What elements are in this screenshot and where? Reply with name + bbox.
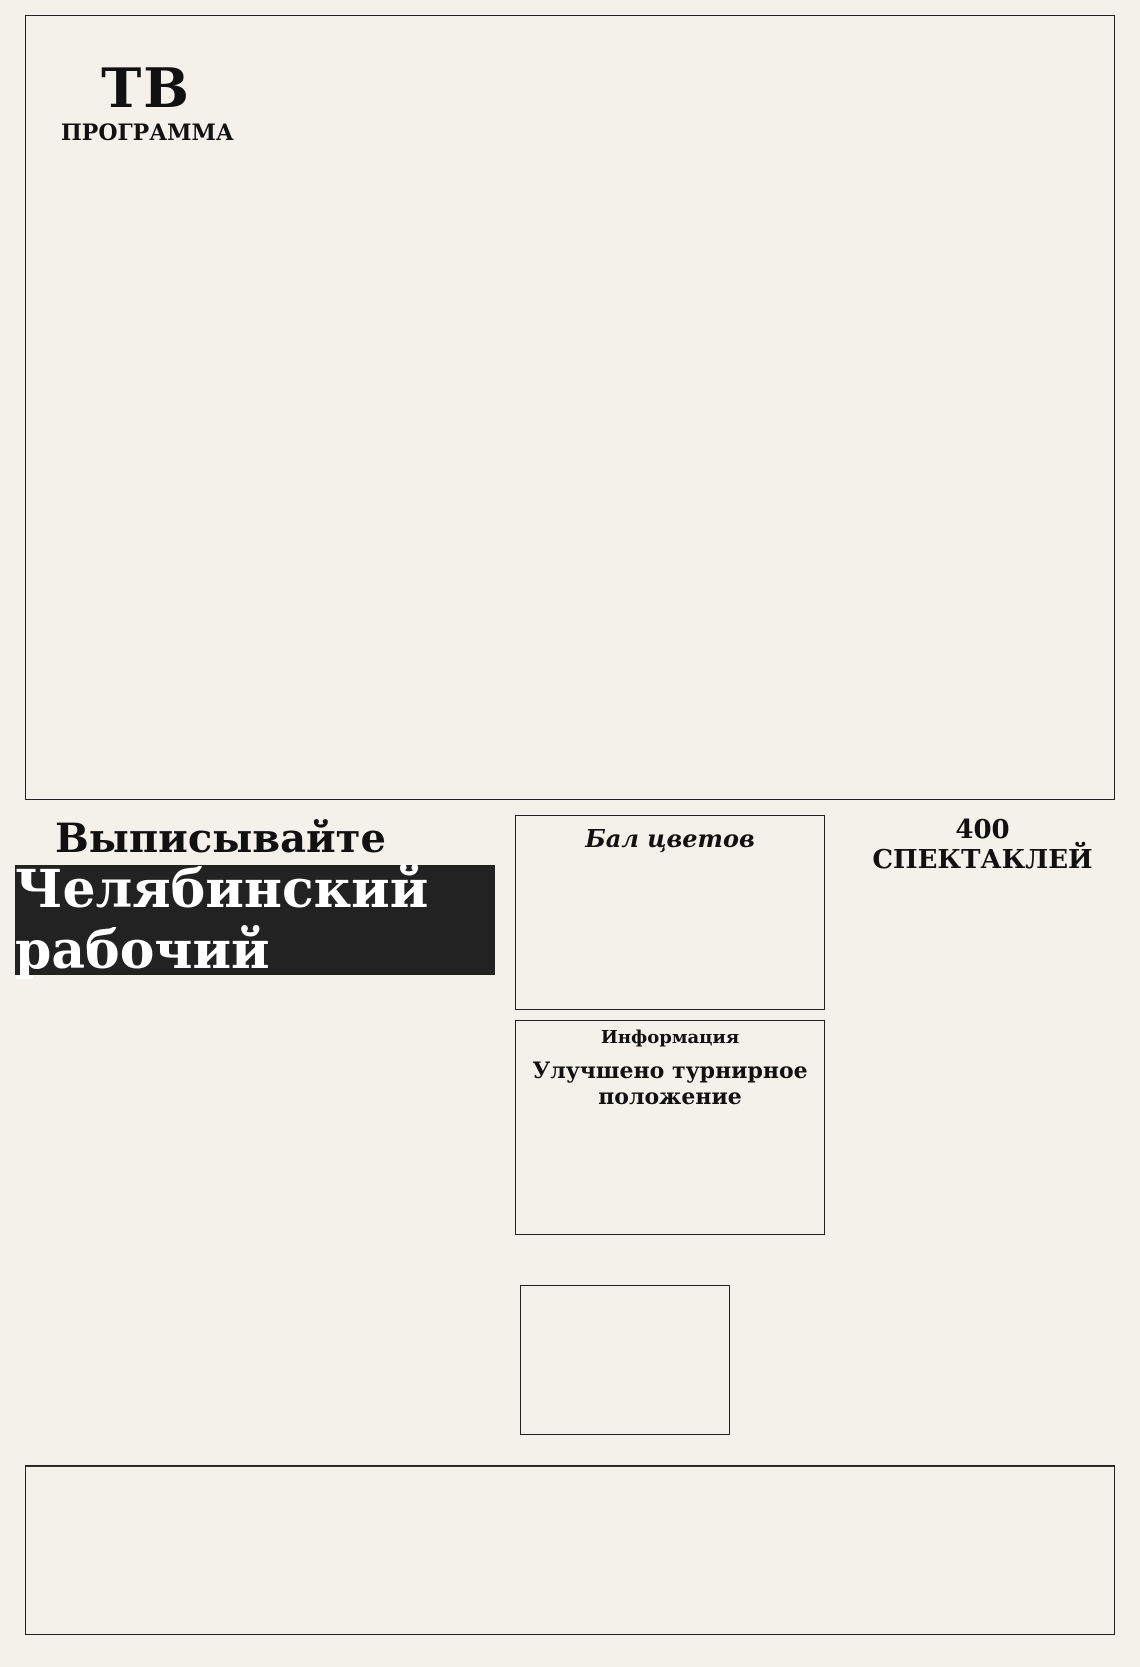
tv-label: ТВ (101, 56, 191, 120)
info-subtitle: Улучшено турнирное положение (532, 1058, 808, 1110)
cinema-block (520, 1285, 730, 1435)
newspaper-masthead: Челябинский рабочий (15, 865, 495, 975)
editor-block (515, 1240, 830, 1280)
tv-heading: ПРОГРАММА (61, 120, 234, 146)
info-title: Информация (600, 1027, 740, 1048)
footer (25, 1465, 1115, 1635)
ball-article (515, 815, 825, 1010)
subscribe-article (20, 995, 500, 1465)
subscribe-title: Выписывайте (55, 815, 386, 862)
ball-title: Бал цветов (585, 824, 755, 853)
theatre-article (845, 815, 1120, 1265)
tv-logo (61, 56, 234, 196)
tv-program-columns (256, 46, 1086, 766)
tv-section (25, 15, 1115, 800)
info-article (515, 1020, 825, 1235)
footer-divider (26, 1466, 1114, 1467)
trade-ad (735, 1280, 1120, 1460)
theatre-title: 400 СПЕКТАКЛЕЙ (872, 815, 1093, 875)
